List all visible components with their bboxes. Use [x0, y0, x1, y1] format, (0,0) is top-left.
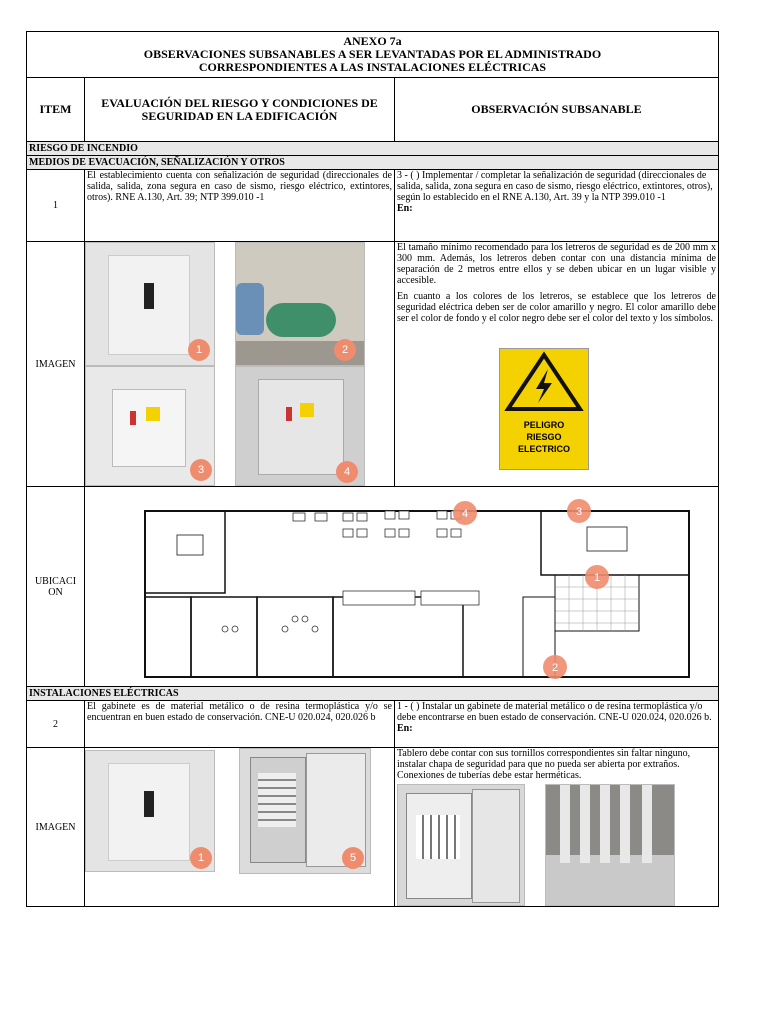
- section-riesgo: RIESGO DE INCENDIO: [27, 142, 719, 156]
- annex-document: [26, 31, 718, 907]
- imagen2-label: IMAGEN: [27, 748, 85, 907]
- photo-badge-1: 1: [188, 339, 210, 361]
- high-voltage-icon: [500, 349, 588, 415]
- electrical-danger-sign: [499, 348, 589, 470]
- annex-subtitle-1: OBSERVACIONES SUBSANABLES A SER LEVANTADAS POR EL ADMINISTRADO: [143, 47, 602, 61]
- observations-table: [26, 31, 719, 907]
- photo-cabinet-3: [85, 366, 215, 486]
- row2-observacion: [395, 701, 719, 748]
- imagen2-text: Tablero debe contar con sus tornillos correspondientes sin faltar ninguno, instalar chapa de seguridad para que no pueda ser abierta por extraños. Conexiones de tuberías debe estar herméticas.: [397, 748, 691, 781]
- row2-item: 2: [27, 701, 85, 748]
- photo-cabinet-1: [85, 242, 215, 366]
- imagen2-description: [395, 748, 719, 907]
- photo-open-panel-5: [239, 748, 371, 874]
- row1-observacion-text: 3 - ( ) Implementar / completar la señalización de seguridad (direccionales de salida, salida, zona segura en caso de sismo, riesgo eléctrico, extintores, otros), según lo establecido en el RNE A.130, Art. 39 y la NTP 399.010 -1: [397, 170, 713, 203]
- imagen1-text-1: El tamaño mínimo recomendado para los letreros de seguridad es de 200 mm x 300 mm. Además, los letreros deben contar con una distancia mínima de separación de 2 metros entre ellos y se deben ubicar en un lugar visible y accesible.: [397, 242, 716, 286]
- plan-badge-2: 2: [551, 662, 559, 674]
- sign-text-1: PELIGRO: [523, 420, 565, 430]
- plan-badge-1: 1: [593, 572, 601, 584]
- photo-badge-2: 2: [334, 339, 356, 361]
- row1-item: 1: [27, 170, 85, 242]
- imagen1-description: [395, 242, 719, 487]
- annex-title: ANEXO 7a: [343, 34, 402, 48]
- photo-badge-1b: 1: [190, 847, 212, 869]
- section-medios: MEDIOS DE EVACUACIÓN, SEÑALIZACIÓN Y OTROS: [27, 156, 719, 170]
- photo-cabinet-4: [235, 366, 365, 486]
- section-instalaciones: INSTALACIONES ELÉCTRICAS: [27, 687, 719, 701]
- column-header-observacion: OBSERVACIÓN SUBSANABLE: [395, 78, 719, 142]
- photo-conduit-connections: [545, 784, 675, 906]
- floor-plan: [85, 487, 719, 683]
- imagen1-label: IMAGEN: [27, 242, 85, 487]
- annex-subtitle-2: CORRESPONDIENTES A LAS INSTALACIONES ELÉCTRICAS: [198, 60, 547, 74]
- column-header-evaluacion: EVALUACIÓN DEL RIESGO Y CONDICIONES DE SEGURIDAD EN LA EDIFICACIÓN: [85, 78, 395, 142]
- row2-observacion-text: 1 - ( ) Instalar un gabinete de material metálico o de resina termoplástica y/o debe encontrarse en buen estado de conservación. CNE-U 020.024, 020.026 b.: [397, 701, 712, 723]
- plan-badge-3: 3: [575, 506, 583, 518]
- ubicacion-label: UBICACI ON: [27, 487, 85, 687]
- row1-en-label: En:: [397, 203, 413, 214]
- imagen1-text-2: En cuanto a los colores de los letreros, se establece que los letreros de seguridad eléctrica deben ser de color amarillo y negro. El color amarillo debe ser el color de fondo y el color negro debe ser el color del texto y los símbolos.: [397, 291, 716, 324]
- row1-observacion: [395, 170, 719, 242]
- sign-text-3: ELECTRICO: [517, 444, 570, 454]
- document-header: [27, 32, 719, 78]
- row2-en-label: En:: [397, 723, 413, 734]
- column-header-item: ITEM: [27, 78, 85, 142]
- row2-evaluacion: El gabinete es de material metálico o de resina termoplástica y/o se encuentran en buen estado de conservación. CNE-U 020.024, 020.026 b: [85, 701, 395, 748]
- photo-cabinet-1b: [85, 750, 215, 872]
- photo-badge-4: 4: [336, 461, 358, 483]
- row1-evaluacion: El establecimiento cuenta con señalización de seguridad (direccionales de salida, salida, zona segura en caso de sismo, riesgo eléctrico, extintores, otros). RNE A.130, Art. 39; NTP 399.010 -1: [85, 170, 395, 242]
- floor-plan-cell: [85, 487, 719, 687]
- photo-breaker-panel: [397, 784, 525, 906]
- plan-badge-4: 4: [461, 508, 469, 520]
- photo-room-2: [235, 242, 365, 366]
- photo-badge-3: 3: [190, 459, 212, 481]
- photo-badge-5: 5: [342, 847, 364, 869]
- imagen2-photos: [85, 748, 395, 907]
- imagen1-photos: [85, 242, 395, 487]
- sign-text-2: RIESGO: [526, 432, 562, 442]
